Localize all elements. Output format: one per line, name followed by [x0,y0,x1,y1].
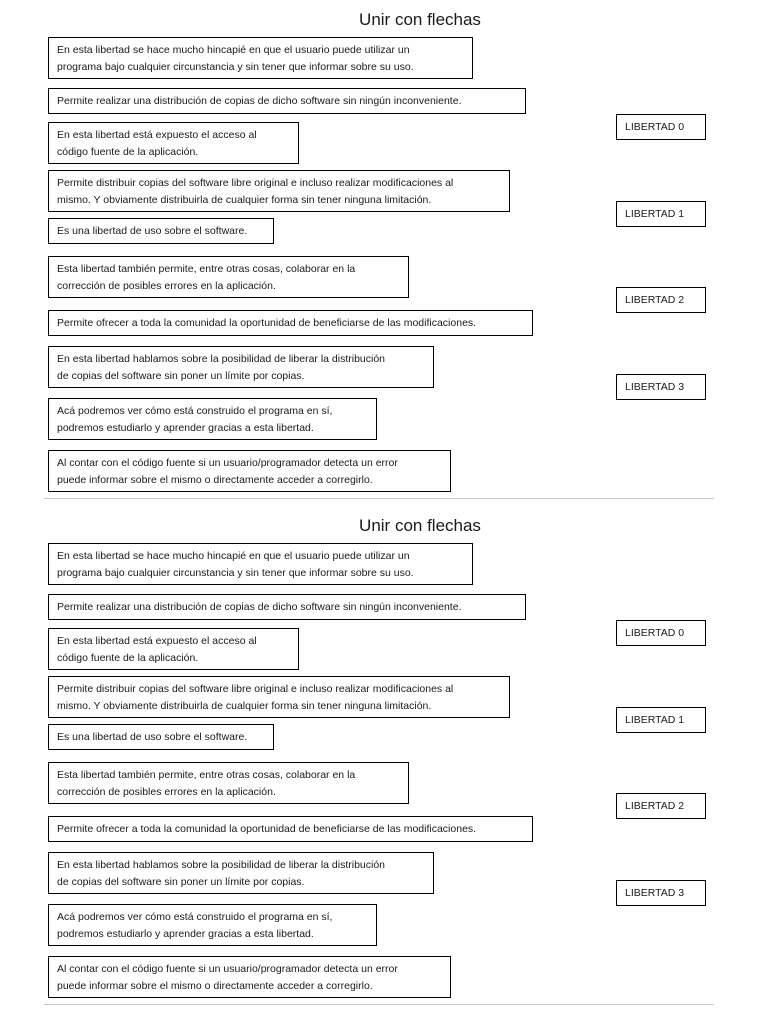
statement-box: En esta libertad hablamos sobre la posibilidad de liberar la distribución de copias del software sin poner un límite por copias. [48,852,434,894]
divider-line [44,1004,714,1005]
libertad-box: LIBERTAD 0 [616,620,706,646]
statement-box: En esta libertad está expuesto el acceso al código fuente de la aplicación. [48,122,299,164]
worksheet-title: Unir con flechas [359,10,481,29]
statement-box: En esta libertad se hace mucho hincapié en que el usuario puede utilizar un programa bajo cualquier circunstancia y sin tener que informar sobre su uso. [48,37,473,79]
libertad-box: LIBERTAD 1 [616,201,706,227]
statement-box: En esta libertad hablamos sobre la posibilidad de liberar la distribución de copias del software sin poner un límite por copias. [48,346,434,388]
statement-box: Permite ofrecer a toda la comunidad la oportunidad de beneficiarse de las modificaciones. [48,310,533,336]
statement-box: Es una libertad de uso sobre el software. [48,724,274,750]
libertad-box: LIBERTAD 2 [616,287,706,313]
statement-box: En esta libertad está expuesto el acceso al código fuente de la aplicación. [48,628,299,670]
statement-box: Esta libertad también permite, entre otras cosas, colaborar en la corrección de posibles errores en la aplicación. [48,762,409,804]
worksheet-title: Unir con flechas [359,516,481,535]
statement-box: Al contar con el código fuente si un usuario/programador detecta un error puede informar sobre el mismo o directamente acceder a corregirlo. [48,956,451,998]
libertad-box: LIBERTAD 3 [616,880,706,906]
divider-line [44,498,714,499]
statement-box: Esta libertad también permite, entre otras cosas, colaborar en la corrección de posibles errores en la aplicación. [48,256,409,298]
statement-box: Permite realizar una distribución de copias de dicho software sin ningún inconveniente. [48,594,526,620]
statement-box: Permite realizar una distribución de copias de dicho software sin ningún inconveniente. [48,88,526,114]
worksheet [0,0,768,506]
statement-box: Acá podremos ver cómo está construido el programa en sí, podremos estudiarlo y aprender gracias a esta libertad. [48,398,377,440]
statement-box: Permite ofrecer a toda la comunidad la oportunidad de beneficiarse de las modificaciones. [48,816,533,842]
worksheet [0,506,768,1012]
libertad-box: LIBERTAD 2 [616,793,706,819]
statement-box: En esta libertad se hace mucho hincapié en que el usuario puede utilizar un programa bajo cualquier circunstancia y sin tener que informar sobre su uso. [48,543,473,585]
libertad-box: LIBERTAD 0 [616,114,706,140]
statement-box: Permite distribuir copias del software libre original e incluso realizar modificaciones al mismo. Y obviamente distribuirla de cualquier forma sin tener ninguna limitación. [48,170,510,212]
libertad-box: LIBERTAD 1 [616,707,706,733]
statement-box: Acá podremos ver cómo está construido el programa en sí, podremos estudiarlo y aprender gracias a esta libertad. [48,904,377,946]
statement-box: Es una libertad de uso sobre el software. [48,218,274,244]
statement-box: Al contar con el código fuente si un usuario/programador detecta un error puede informar sobre el mismo o directamente acceder a corregirlo. [48,450,451,492]
statement-box: Permite distribuir copias del software libre original e incluso realizar modificaciones al mismo. Y obviamente distribuirla de cualquier forma sin tener ninguna limitación. [48,676,510,718]
libertad-box: LIBERTAD 3 [616,374,706,400]
